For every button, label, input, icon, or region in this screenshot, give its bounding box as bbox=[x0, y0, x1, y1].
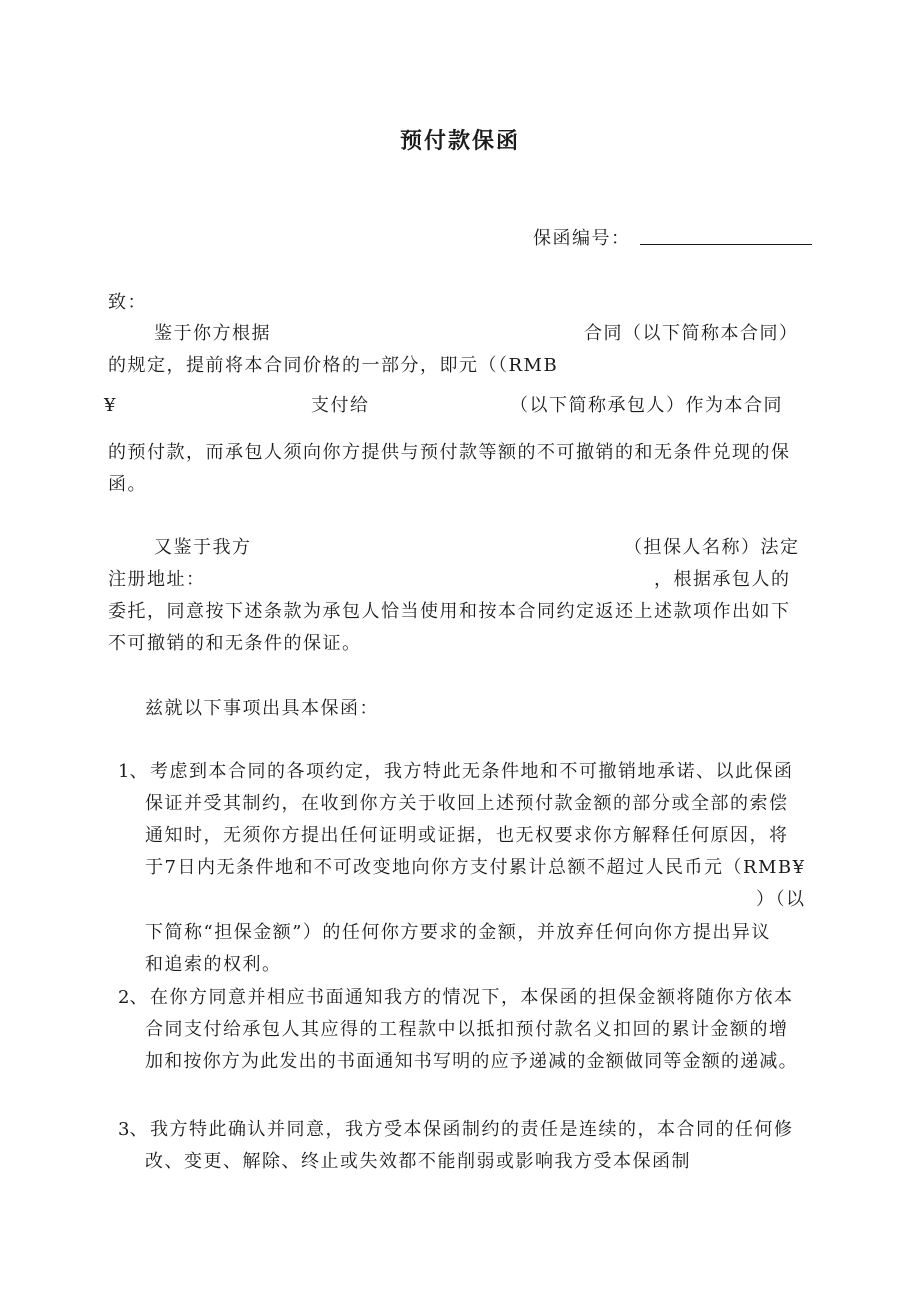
item2-line3: 加和按你方为此发出的书面通知书写明的应予递减的金额做同等金额的递减。 bbox=[145, 1051, 798, 1072]
item2-line1: 在你方同意并相应书面通知我方的情况下，本保函的担保金额将随你方依本 bbox=[150, 987, 794, 1008]
item1-line1: 考虑到本合同的各项约定，我方特此无条件地和不可撤销地承诺、以此保函 bbox=[150, 761, 794, 782]
item1-line7: 和追索的权利。 bbox=[145, 954, 282, 975]
para2-line1-end: （担保人名称）法定 bbox=[624, 537, 800, 558]
item2-number: 2、 bbox=[118, 987, 148, 1008]
para3-intro: 兹就以下事项出具本保函： bbox=[145, 698, 379, 719]
item1-line4: 于7日内无条件地和不可改变地向你方支付累计总额不超过人民币元（RMB¥ bbox=[145, 857, 806, 878]
para1-line3-currency: ¥ bbox=[104, 395, 117, 416]
addressee-label: 致： bbox=[108, 292, 147, 313]
item1-line5: ）（以 bbox=[756, 889, 806, 910]
para1-line3-mid: 支付给 bbox=[311, 395, 370, 416]
guarantee-number-blank bbox=[640, 244, 812, 245]
para2-line3: 委托，同意按下述条款为承包人恰当使用和按本合同约定返还上述款项作出如下 bbox=[108, 601, 791, 622]
item3-line2: 改、变更、解除、终止或失效都不能削弱或影响我方受本保函制 bbox=[145, 1151, 691, 1172]
item1-line6: 下简称“担保金额”）的任何你方要求的金额，并放弃任何向你方提出异议 bbox=[145, 922, 771, 943]
item3-line1: 我方特此确认并同意，我方受本保函制约的责任是连续的，本合同的任何修 bbox=[150, 1119, 794, 1140]
para2-line1-start: 又鉴于我方 bbox=[154, 537, 252, 558]
para1-line5: 函。 bbox=[108, 474, 147, 495]
para1-line1-end: 合同（以下简称本合同） bbox=[584, 323, 799, 344]
para1-line3-end: （以下简称承包人）作为本合同 bbox=[510, 395, 783, 416]
item1-line2: 保证并受其制约，在收到你方关于收回上述预付款金额的部分或全部的索偿 bbox=[145, 793, 789, 814]
para2-line2-end: ，根据承包人的 bbox=[654, 569, 791, 590]
para1-line1-start: 鉴于你方根据 bbox=[154, 323, 271, 344]
para1-line4: 的预付款，而承包人须向你方提供与预付款等额的不可撤销的和无条件兑现的保 bbox=[108, 442, 791, 463]
item1-number: 1、 bbox=[118, 761, 148, 782]
para2-line2-start: 注册地址： bbox=[108, 569, 206, 590]
item2-line2: 合同支付给承包人其应得的工程款中以抵扣预付款名义扣回的累计金额的增 bbox=[145, 1019, 789, 1040]
para1-line2: 的规定，提前将本合同价格的一部分，即元（（RMB bbox=[108, 355, 559, 376]
item1-line3: 通知时，无须你方提出任何证明或证据，也无权要求你方解释任何原因，将 bbox=[145, 825, 789, 846]
para2-line4: 不可撤销的和无条件的保证。 bbox=[108, 633, 362, 654]
document-title: 预付款保函 bbox=[399, 128, 520, 154]
item3-number: 3、 bbox=[118, 1119, 148, 1140]
guarantee-number-label: 保函编号： bbox=[533, 228, 631, 249]
